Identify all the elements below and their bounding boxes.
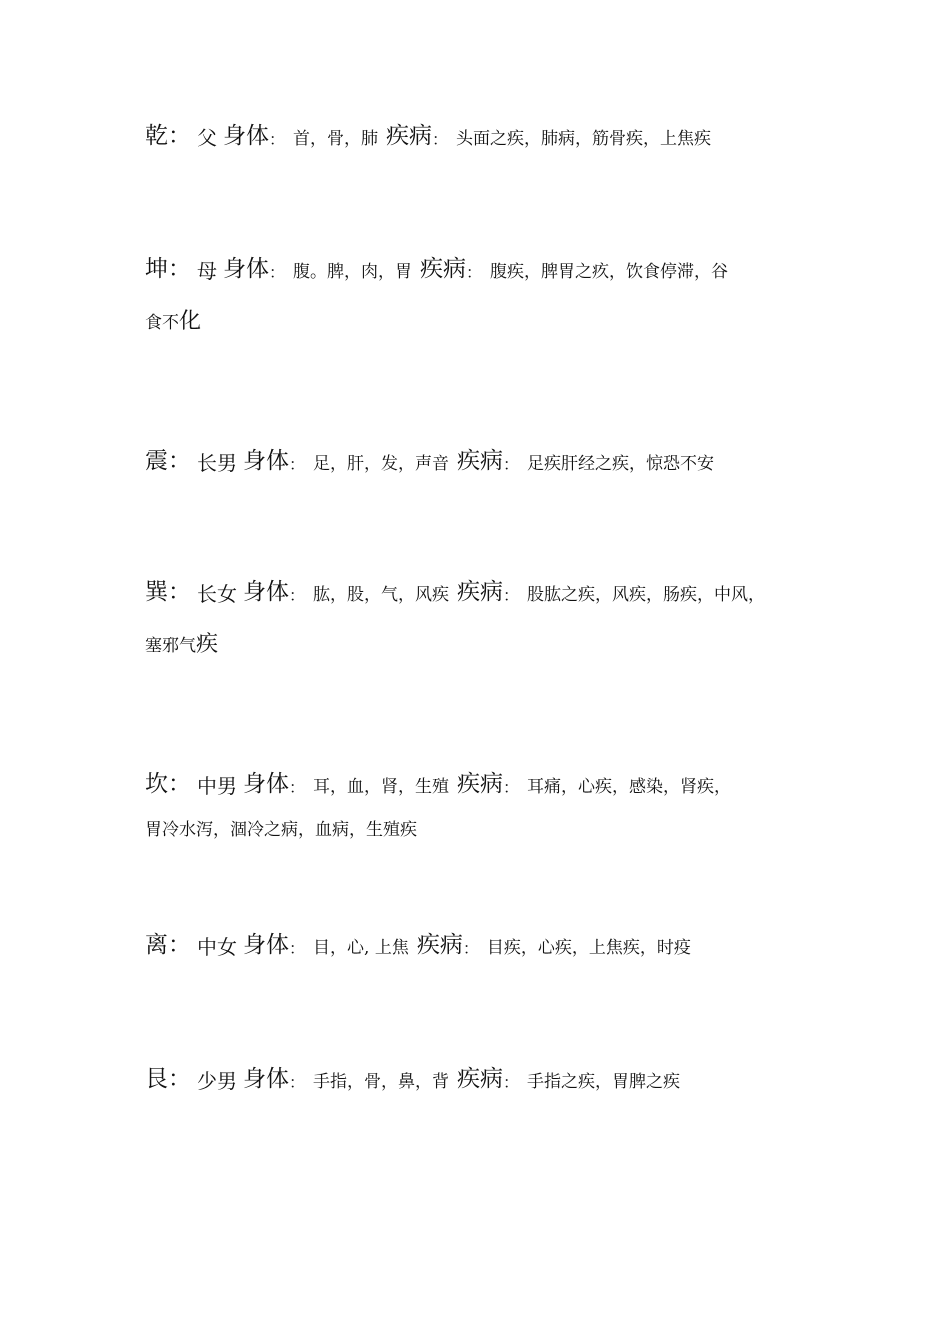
disease-label-colon: ： xyxy=(462,939,479,958)
body-text: 首，骨，肺 xyxy=(293,129,379,149)
disease-label: 疾病 xyxy=(457,579,504,605)
body-label-colon: ： xyxy=(289,586,306,605)
disease-text: 腹疾，脾胃之疚，饮食停滞，谷 xyxy=(490,262,729,282)
family-role: 少男 xyxy=(197,1069,237,1093)
disease-text: 耳痛，心疾，感染，肾疾， xyxy=(527,777,732,797)
continuation-line xyxy=(145,311,845,333)
body-label-colon: ： xyxy=(289,1073,306,1092)
family-role: 中女 xyxy=(197,935,237,959)
trigram-colon: ： xyxy=(168,579,191,605)
disease-text: 目疾，心疾，上焦疾，时疫 xyxy=(486,938,691,958)
body-label: 身体 xyxy=(243,1066,289,1092)
entry-zhen xyxy=(145,450,845,473)
family-role: 中男 xyxy=(197,774,237,798)
family-role: 父 xyxy=(197,126,217,150)
disease-label: 疾病 xyxy=(420,256,467,282)
continuation-line xyxy=(145,818,845,840)
body-text: 手指，骨，鼻，背 xyxy=(313,1072,450,1092)
trigram-name: 离 xyxy=(145,932,168,958)
entry-line xyxy=(145,581,845,604)
body-label-colon: ： xyxy=(289,455,306,474)
body-label: 身体 xyxy=(223,123,269,149)
body-text: 目，心, 上焦 xyxy=(313,938,409,958)
body-label: 身体 xyxy=(243,771,289,797)
disease-label: 疾病 xyxy=(386,123,433,149)
trigram-colon: ： xyxy=(168,448,191,474)
continuation-text-large: 疾 xyxy=(196,632,219,657)
body-label-colon: ： xyxy=(269,263,286,282)
body-label-colon: ： xyxy=(269,130,286,149)
continuation-text: 食不 xyxy=(145,313,179,333)
continuation-text: 胃冷水泻，涸冷之病，血病，生殖疾 xyxy=(145,820,417,840)
disease-label: 疾病 xyxy=(416,932,463,958)
disease-label-colon: ： xyxy=(466,263,483,282)
entry-kan xyxy=(145,773,845,840)
disease-text: 足疾肝经之疾，惊恐不安 xyxy=(527,454,715,474)
entry-line xyxy=(145,258,845,281)
entry-line xyxy=(145,1068,845,1091)
disease-text: 手指之疾，胃脾之疾 xyxy=(527,1072,681,1092)
entry-kun xyxy=(145,258,845,333)
trigram-colon: ： xyxy=(168,256,191,282)
trigram-name: 巽 xyxy=(145,579,168,605)
trigram-name: 艮 xyxy=(145,1066,168,1092)
body-label: 身体 xyxy=(243,448,289,474)
disease-text: 头面之疾，肺病，筋骨疾，上焦疾 xyxy=(456,129,712,149)
disease-label: 疾病 xyxy=(457,1066,504,1092)
entry-line xyxy=(145,125,845,148)
trigram-name: 坎 xyxy=(145,771,168,797)
trigram-name: 坤 xyxy=(145,256,168,282)
disease-label-colon: ： xyxy=(432,130,449,149)
disease-label: 疾病 xyxy=(457,771,504,797)
body-label-colon: ： xyxy=(289,778,306,797)
entry-xun xyxy=(145,581,845,656)
continuation-text-large: 化 xyxy=(179,309,202,334)
entry-li xyxy=(145,934,845,957)
body-label: 身体 xyxy=(223,256,269,282)
disease-label-colon: ： xyxy=(503,455,520,474)
continuation-line xyxy=(145,634,845,656)
trigram-colon: ： xyxy=(168,932,191,958)
trigram-name: 乾 xyxy=(145,123,168,149)
entry-line xyxy=(145,773,845,796)
continuation-text: 塞邪气 xyxy=(145,636,196,656)
entry-line xyxy=(145,934,845,957)
body-text: 腹。脾，肉，胃 xyxy=(293,262,413,282)
body-label-colon: ： xyxy=(289,939,306,958)
body-label: 身体 xyxy=(243,579,289,605)
family-role: 母 xyxy=(197,259,217,283)
family-role: 长女 xyxy=(197,582,237,606)
disease-text: 股肱之疾，风疾，肠疾，中风， xyxy=(527,585,766,605)
body-label: 身体 xyxy=(243,932,289,958)
trigram-colon: ： xyxy=(168,123,191,149)
entry-gen xyxy=(145,1068,845,1091)
entry-line xyxy=(145,450,845,473)
trigram-colon: ： xyxy=(168,771,191,797)
entry-qian xyxy=(145,125,845,148)
disease-label-colon: ： xyxy=(503,778,520,797)
disease-label: 疾病 xyxy=(457,448,504,474)
disease-label-colon: ： xyxy=(503,1073,520,1092)
disease-label-colon: ： xyxy=(503,586,520,605)
family-role: 长男 xyxy=(197,451,237,475)
body-text: 足，肝，发，声音 xyxy=(313,454,450,474)
body-text: 肱，股，气，风疾 xyxy=(313,585,450,605)
trigram-colon: ： xyxy=(168,1066,191,1092)
body-text: 耳，血，肾，生殖 xyxy=(313,777,450,797)
trigram-name: 震 xyxy=(145,448,168,474)
